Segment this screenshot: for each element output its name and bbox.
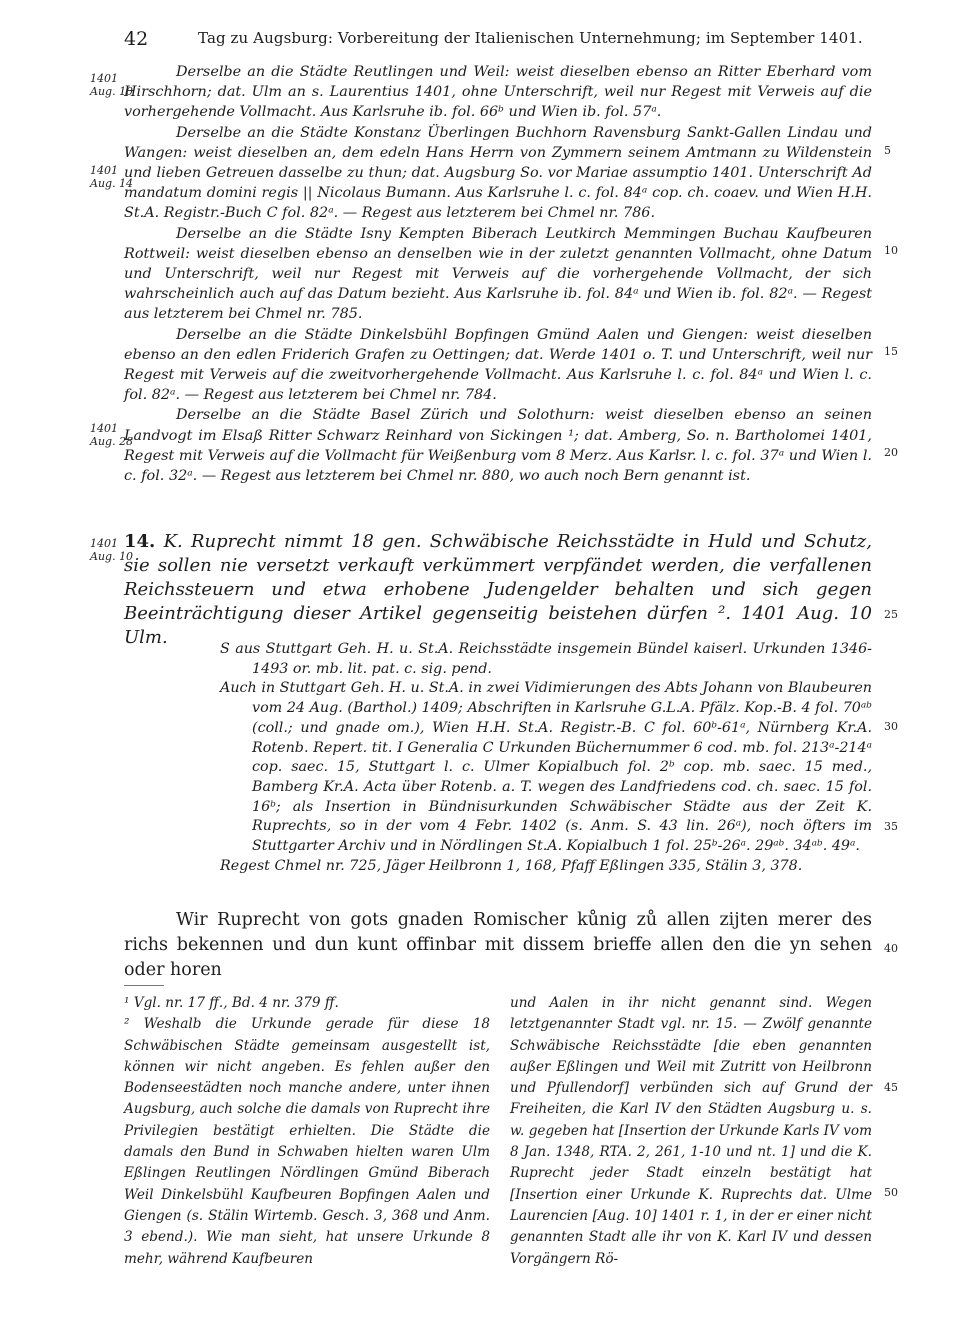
line-number: 15 [884, 345, 898, 358]
line-number: 40 [884, 942, 898, 955]
regest-paragraph: Derselbe an die Städte Dinkelsbühl Bopfingen Gmünd Aalen und Giengen: weist dieselben ebenso an den edlen Friderich Grafen zu Oettingen; dat. Werde 1401 o. T. und Unterschrift, weil nur Regest mit Verweis auf die zweitvorhergehende Vollmacht. Aus Karlsruhe l. c. fol. 84ᵃ und Wien l. c. fol. 82ᵃ. — Regest aus letzterem bei Chmel nr. 784. [124, 326, 872, 404]
margin-date-year: 1401 [90, 164, 118, 177]
footnote-column-left [124, 993, 490, 1270]
page-number: 42 [124, 28, 149, 50]
source-note: Auch in Stuttgart Geh. H. u. St.A. in zwei Vidimierungen des Abts Johann von Blaubeuren vom 24 Aug. (Barthol.) 1409; Abschriften in Karlsruhe G.L.A. Pfälz. Kop.-B. 4 fol. 70ᵃᵇ (coll.; und gnade om.), Wien H.H. St.A. Registr.-B. C fol. 60ᵇ-61ᵃ, Nürnberg Kr.A. Rotenb. Repert. tit. I Generalia C Urkunden Büchernummer 6 cod. mb. fol. 213ᵃ-214ᵃ cop. saec. 15, Stuttgart l. c. Ulmer Kopialbuch fol. 2ᵇ cop. mb. saec. 15 med., Bamberg Kr.A. Acta über Rotenb. a. T. wegen des Landfriedens cod. ch. saec. 15 fol. 16ᵇ; als Insertion in Bündnisurkunden Schwäbischer Städte aus der Zeit K. Ruprechts, so in der vom 4 Febr. 1402 (s. Anm. S. 43 lin. 26ᵃ), noch öfters im Stuttgarter Archiv und in Nördlingen St.A. Kopialbuch 1 fol. 25ᵇ-26ᵃ. 29ᵃᵇ. 34ᵃᵇ. 49ᵃ. [220, 680, 872, 855]
regest-section [124, 62, 872, 486]
margin-date-day: Aug. 28 [90, 435, 134, 448]
document-heading [124, 530, 872, 650]
footnote-column-right [510, 993, 872, 1270]
document-text [124, 908, 872, 983]
line-number: 50 [884, 1186, 898, 1199]
footnote: ¹ Vgl. nr. 17 ff., Bd. 4 nr. 379 ff. [124, 995, 339, 1011]
line-number: 25 [884, 608, 898, 621]
line-number: 5 [884, 144, 891, 157]
source-note: S aus Stuttgart Geh. H. u. St.A. Reichsstädte insgemein Bündel kaiserl. Urkunden 1346-1493 or. mb. lit. pat. c. sig. pend. [220, 641, 872, 677]
document-title: K. Ruprecht nimmt 18 gen. Schwäbische Reichsstädte in Huld und Schutz, sie sollen nie versetzt verkauft verkümmert verpfändet werden, die verfallenen Reichssteuern und etwa erhobene Judengelder behalten und sich gegen Beeinträchtigung dieser Artikel gegenseitig beistehen dürfen ². 1401 Aug. 10 Ulm. [124, 531, 872, 648]
regest-paragraph: Derselbe an die Städte Basel Zürich und Solothurn: weist dieselben ebenso an seinen Landvogt im Elsaß Ritter Schwarz Reinhard von Sickingen ¹; dat. Amberg, So. n. Bartholomei 1401, Regest mit Verweis auf die Vollmacht für Weißenburg vom 8 Merz. Aus Karlsr. l. c. fol. 37ᵃ und Wien l. c. fol. 32ᵃ. — Regest aus letzterem bei Chmel nr. 880, wo auch noch Bern genannt ist. [124, 407, 872, 485]
line-number: 30 [884, 720, 898, 733]
running-title: Tag zu Augsburg: Vorbereitung der Italienischen Unternehmung; im September 1401. [198, 29, 863, 47]
document-text-paragraph: Wir Ruprecht von gots gnaden Romischer kůnig zů allen zijten merer des richs bekennen und dun kunt offinbar mit dissem brieffe allen den die yn sehen oder horen [124, 910, 872, 980]
margin-date-day: Aug. 14 [90, 177, 134, 190]
regest-paragraph: Derselbe an die Städte Isny Kempten Biberach Leutkirch Memmingen Buchau Kaufbeuren Rottweil: weist dieselben ebenso an denselben wie in der zuletzt genannten Vollmacht, ohne Datum und Unterschrift, weil nur Regest mit Verweis auf die vorhergehende Vollmacht, der sich wahrscheinlich auch auf das Datum bezieht. Aus Karlsruhe ib. fol. 84ᵃ und Wien ib. fol. 82ᵃ. — Regest aus letzterem bei Chmel nr. 785. [124, 225, 872, 323]
margin-date-year: 1401 [90, 537, 118, 550]
margin-date-day: Aug. 10 [90, 85, 134, 98]
footnote: ² Weshalb die Urkunde gerade für diese 18 Schwäbischen Städte gemeinsam ausgestellt ist, können wir nicht angeben. Es fehlen außer den Bodenseestädten noch manche andere, unter ihnen Augsburg, auch solche die damals von Ruprecht ihre Privilegien bestätigt erhielten. Die Städte die damals den Bund in Schwaben hielten waren Ulm Eßlingen Reutlingen Nördlingen Gmünd Biberach Weil Dinkelsbühl Kaufbeuren Bopfingen Aalen und Giengen (s. Stälin Wirtemb. Gesch. 3, 368 und Anm. 3 ebend.). Wie man sieht, hat unsere Urkunde 8 mehr, während Kaufbeuren [124, 1016, 490, 1267]
regest-paragraph: Derselbe an die Städte Konstanz Überlingen Buchhorn Ravensburg Sankt-Gallen Lindau und Wangen: weist dieselben an, dem edeln Hans Herrn von Zymmern seinem Amtmann zu Wildenstein und lieben Getreuen dasselbe zu thun; dat. Augsburg So. vor Mariae assumptio 1401. Unterschrift Ad mandatum domini regis || Nicolaus Bumann. Aus Karlsruhe l. c. fol. 84ᵃ cop. ch. coaev. und Wien H.H. St.A. Registr.-Buch C fol. 82ᵃ. — Regest aus letzterem bei Chmel nr. 786. [124, 124, 872, 222]
regest-paragraph: Derselbe an die Städte Reutlingen und Weil: weist dieselben ebenso an Ritter Eberhard vom Hirschhorn; dat. Ulm an s. Laurentius 1401, ohne Unterschrift, weil nur Regest mit Verweis auf die vorhergehende Vollmacht. Aus Karlsruhe ib. fol. 66ᵇ und Wien ib. fol. 57ᵃ. [124, 64, 872, 121]
footnote-separator [124, 985, 164, 986]
margin-date-year: 1401 [90, 422, 118, 435]
margin-date-year: 1401 [90, 72, 118, 85]
margin-date-day: Aug. 10 [90, 550, 134, 563]
line-number: 35 [884, 820, 898, 833]
page-header [0, 22, 960, 52]
line-number: 10 [884, 244, 898, 257]
footnote-continuation: und Aalen in ihr nicht genannt sind. Wegen letztgenannter Stadt vgl. nr. 15. — Zwölf genannte Schwäbische Reichsstädte [die eben genannten außer Eßlingen und Weil mit Zutritt von Heilbronn und Pfullendorf] verbünden sich auf Grund der Freiheiten, die Karl IV den Städten Augsburg u. s. w. gegeben hat [Insertion der Urkunde Karls IV vom 8 Jan. 1348, RTA. 2, 261, 1-10 und nt. 1] und die K. Ruprecht jeder Stadt einzeln bestätigt hat [Insertion einer Urkunde K. Ruprechts dat. Ulme Laurencien [Aug. 10] 1401 r. 1, in der er einer nicht genannten Stadt alle ihr von K. Karl IV und dessen Vorgängern Rö- [510, 995, 872, 1267]
document-number: 14. [124, 531, 156, 552]
source-note: Regest Chmel nr. 725, Jäger Heilbronn 1, 168, Pfaff Eßlingen 335, Stälin 3, 378. [220, 857, 803, 874]
line-number: 45 [884, 1081, 898, 1094]
line-number: 20 [884, 446, 898, 459]
source-notes [220, 640, 872, 876]
